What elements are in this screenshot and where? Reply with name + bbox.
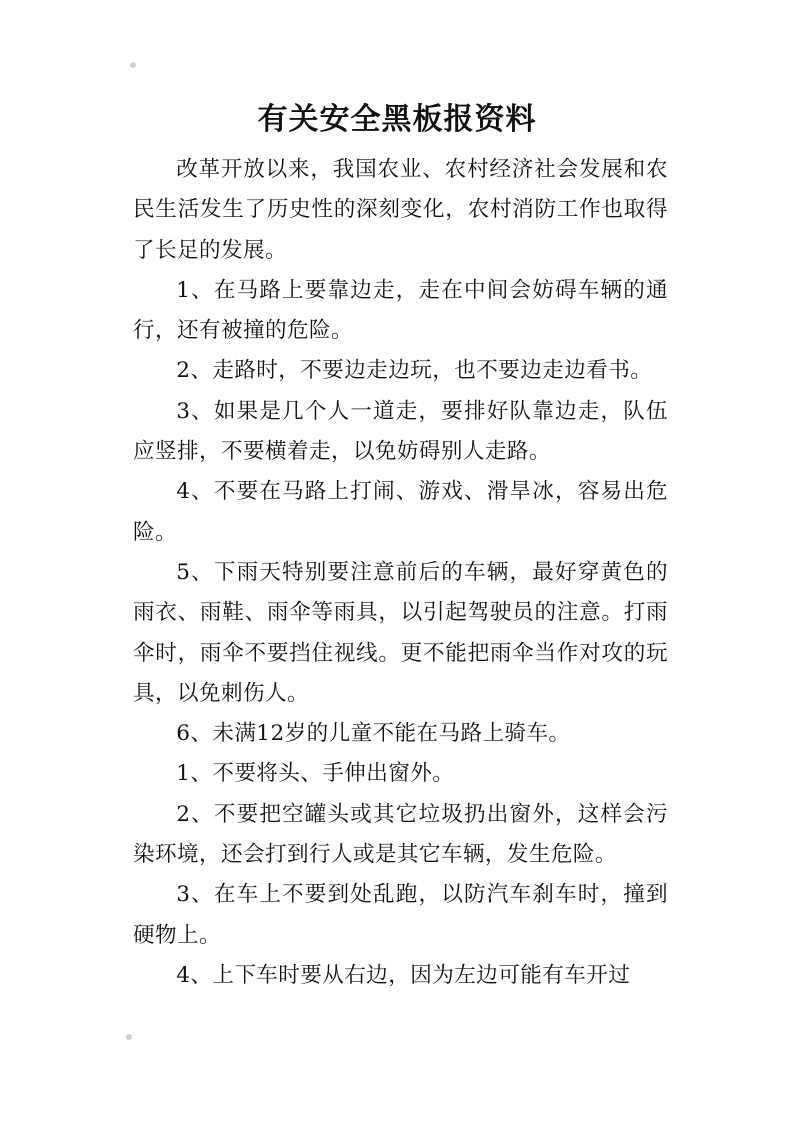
corner-mark-bottom — [126, 1034, 132, 1040]
paragraph-item: 6、未满12岁的儿童不能在马路上骑车。 — [176, 721, 571, 747]
paragraph-item: 2、不要把空罐头或其它垃圾扔出窗外，这样会污染环境，还会打到行人或是其它车辆，发生危险。 — [133, 801, 668, 868]
corner-mark-top — [130, 62, 136, 68]
paragraph-item: 3、在车上不要到处乱跑，以防汽车刹车时，撞到硬物上。 — [133, 882, 668, 948]
paragraph-item: 4、不要在马路上打闹、游戏、滑旱冰，容易出危险。 — [133, 479, 668, 545]
paragraph-item: 5、下雨天特别要注意前后的车辆，最好穿黄色的雨衣、雨鞋、雨伞等雨具，以引起驾驶员的注意。打雨伞时，雨伞不要挡住视线。更不能把雨伞当作对攻的玩具，以免刺伤人。 — [133, 559, 668, 706]
paragraph-item: 4、上下车时要从右边，因为左边可能有车开过 — [176, 962, 631, 988]
paragraph-item: 3、如果是几个人一道走，要排好队靠边走，队伍应竖排，不要横着走，以免妨碍别人走路。 — [133, 398, 668, 465]
document-body — [133, 150, 668, 996]
paragraph-item: 1、在马路上要靠边走，走在中间会妨碍车辆的通行，还有被撞的危险。 — [133, 277, 668, 344]
paragraph-item: 1、不要将头、手伸出窗外。 — [176, 761, 455, 787]
paragraph-intro: 改革开放以来，我国农业、农村经济社会发展和农民生活发生了历史性的深刻变化，农村消防工作也取得了长足的发展。 — [133, 157, 668, 263]
document-title: 有关安全黑板报资料 — [257, 102, 537, 137]
paragraph-item: 2、走路时，不要边走边玩，也不要边走边看书。 — [176, 358, 653, 384]
